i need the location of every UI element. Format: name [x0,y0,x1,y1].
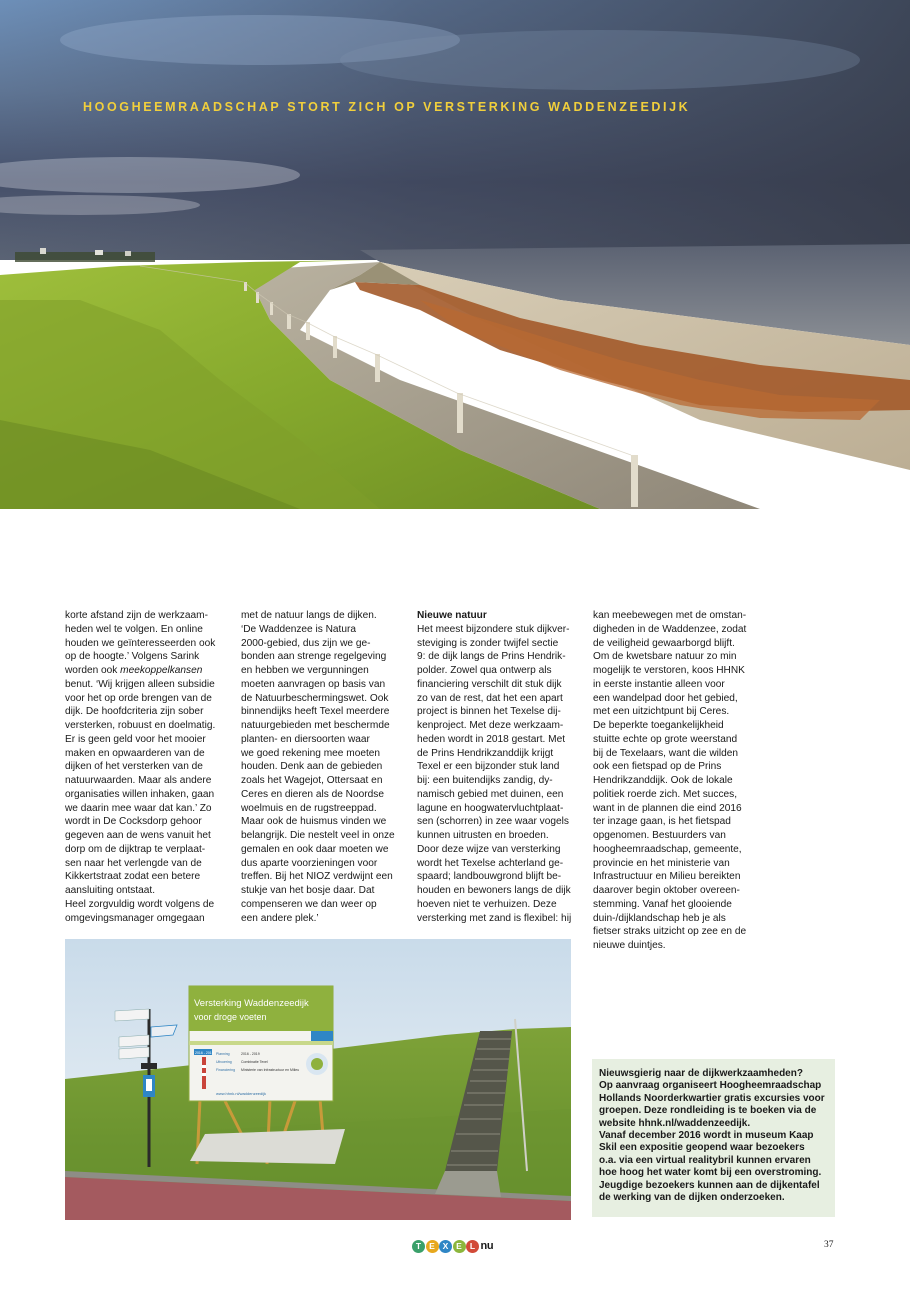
col4-line: hoogheemraadschap, gemeente, [593,843,742,855]
logo-letter: L [466,1240,479,1253]
col1-line: dorp om de dijktrap te verplaat- [65,843,206,855]
col4-line: ter inzage gaan, is het fietspad [593,816,731,828]
page-number: 37 [824,1240,834,1250]
col4-line: Infrastructuur en Milieu bereikten [593,871,741,883]
sign-url: www.hhnk.nl/waddenzeedijk [216,1091,267,1096]
col2-line: zoals het Wagejot, Ottersaat en [241,775,383,786]
col4-line: De beperkte toegankelijkheid [593,720,724,731]
col1-line: voor het op orde brengen van de [65,692,212,704]
col4-line: fietser straks uitzicht op zee en de [593,926,747,938]
info-box-line: groepen. Deze rondleiding is te boeken via de [599,1105,817,1117]
col1-line: Heel zorgvuldig wordt volgens de [65,898,215,910]
text-column-3 [417,609,597,925]
col2-line: met de natuur langs de dijken. [241,610,377,621]
col2-line: houden. Denk aan de gebieden [241,761,383,773]
col1-line: Er is geen geld voor het mooier [65,733,206,745]
col3-line: project is binnen het Texelse dij- [417,706,561,718]
col2-line: een andere plek.’ [241,912,319,924]
col1-line: omgevingsmanager omgegaan [65,912,205,924]
col4-line: politiek roerde zich. Met succes, [593,788,738,800]
col1-line: we daarin mee waar dat kan.’ Zo [65,802,212,814]
col2-line: 2000-gebied, dus zijn we ge- [241,637,371,649]
col1-line: benut. ‘Wij krijgen alleen subsidie [65,678,215,690]
col2-line: belangrijk. Die nestelt veel in onze [241,830,395,841]
sign-title-line1: Versterking Waddenzeedijk [194,998,309,1009]
col4-line: digheden in de Waddenzee, zodat [593,623,747,635]
info-box-line: Nieuwsgierig naar de dijkwerkzaamheden? [599,1068,803,1079]
col2-line: woelmuis en de rugstreeppad. [241,802,377,814]
info-box-line: de werking van de dijken onderzoeken. [599,1192,785,1204]
col4-line: kan meebewegen met de omstan- [593,610,747,621]
col1-line: dijken of het versterken van de [65,761,203,773]
col3-line: sen (schorren) in zee waar vogels [417,816,569,828]
col3-line: bij: een buitendijks zandig, dy- [417,775,553,786]
col4-line: stuitte echte op grote weerstand [593,733,738,745]
col4-line: de veiligheid gewaarborgd blijft. [593,637,735,649]
text-column-4 [593,609,773,953]
col3-line: lagune en hoogwatervluchtplaat- [417,802,564,814]
col1-line: houden we geïnteresseerden ook [65,637,216,649]
col3-line: kunnen uitrusten en broeden. [417,830,549,841]
text-run: worden ook [65,665,121,676]
text-column-1 [65,609,245,925]
col1-line: dijk. De hoofdcriteria zijn sober [65,706,204,718]
sign-badge: 2016 - 2019 [195,1051,214,1055]
col3-line: hoeven niet te verhuizen. Deze [417,898,557,910]
col3-line: zo van de rest, dat het een apart [417,692,563,704]
col2-line: gemalen en ook daar moeten we [241,843,389,855]
col3-line: Texel er een bijzonder stuk land [417,761,560,773]
col4-line: een wandelpad door het gebied, [593,692,738,704]
col2-line: de Natuurbeschermingswet. Ook [241,692,389,704]
info-box-line: o.a. via een virtual realitybril kunnen ervaren [599,1154,811,1166]
logo-letter: X [439,1240,452,1253]
col2-line: en hebben we vergunningen [241,665,369,676]
col4-line: met een uitzichtpunt bij Ceres. [593,706,730,718]
col2-line: compenseren we dan weer op [241,898,377,910]
col2-line: we goed rekening mee moeten [241,747,381,759]
col3-line: versterking met zand is flexibel: hij [417,912,572,924]
col3-line: houden en bewoners langs de dijk [417,885,571,896]
logo-suffix: nu [480,1240,494,1252]
info-box-line: hoe hoog het water komt bij een overstroming. [599,1167,822,1179]
info-box-line: website hhnk.nl/waddenzeedijk. [599,1117,751,1129]
hero-photo [0,0,910,509]
dike-sign-illustration [65,939,571,1220]
dike-sign-photo [65,939,571,1220]
col4-line: duin-/dijklandschap heb je als [593,912,726,924]
col1-line: heden wel te volgen. En online [65,623,203,635]
sign-title-line2: voor droge voeten [194,1012,267,1022]
col3-line: Door deze wijze van versterking [417,843,561,855]
col4-line: daarover begin oktober overeen- [593,885,740,896]
col3-line: de Prins Hendrikzanddijk krijgt [417,747,554,759]
col4-line: want in de plannen die eind 2016 [593,802,742,814]
col2-line: natuurgebieden met beschermde [241,720,390,731]
info-box-line: Jeugdige bezoekers kunnen aan de dijkentafel [599,1179,820,1191]
col3-line: namisch gebied met duinen, een [417,788,564,800]
col1-line [65,664,245,678]
info-box [592,1059,835,1217]
col2-line: moeten aanvragen op basis van [241,678,386,690]
col3-line: financiering verschilt dit stuk dijk [417,678,562,690]
col3-line: spaard; landbouwgrond blijft be- [417,871,562,883]
section-heading: Nieuwe natuur [417,610,487,621]
col3-line: heden wordt in 2018 gestart. Met [417,733,566,745]
col4-line: ook een fietspad op de Prins [593,761,722,773]
sign-row-value-2: Ministerie van Infrastructuur en Milieu [241,1068,300,1072]
col2-line: Ceres en dieren als de Noordse [241,788,384,800]
col4-line: Om de kwetsbare natuur zo min [593,651,737,663]
col4-line: provincie en het ministerie van [593,857,730,869]
logo-letter: T [412,1240,425,1253]
col1-line: organisaties willen inhaken, gaan [65,788,215,800]
col2-line: Maar ook de huismus vinden we [241,816,387,828]
texelnu-logo [412,1238,493,1254]
col1-line: wordt in De Cocksdorp gehoor [65,816,202,828]
col3-line: 9: de dijk langs de Prins Hendrik- [417,651,566,663]
logo-letter: E [426,1240,439,1253]
col2-line: bonden aan strenge regelgeving [241,651,387,663]
col4-line: nieuwe duintjes. [593,940,666,951]
logo-letter: E [453,1240,466,1253]
col3-line: wordt het Texelse achterland ge- [417,857,564,869]
col1-line: sen naar het verlengde van de [65,857,202,869]
info-box-line: Vanaf december 2016 wordt in museum Kaap [599,1130,814,1142]
info-box-line: Op aanvraag organiseert Hoogheemraadschap [599,1080,822,1092]
col2-line: treffen. Bij het NIOZ verdwijnt een [241,871,393,883]
sign-row-value-0: 2016 - 2019 [241,1052,260,1056]
sign-row-label-2: Financiering [216,1068,236,1072]
col1-line: gegeven aan de wens vanuit het [65,830,211,841]
col2-line: ‘De Waddenzee is Natura [241,623,356,635]
col2-line: dus aparte voorzieningen voor [241,857,378,869]
col3-line: kenproject. Met deze werkzaam- [417,720,564,731]
col4-line: stemming. Vanaf het glooiende [593,898,732,910]
col2-line: stukje van het bosje daar. Dat [241,885,375,896]
col4-line: bij de Texelaars, want die wilden [593,747,739,759]
col3-line: steviging is zonder twijfel sectie [417,637,559,649]
text-column-2 [241,609,421,925]
italic-term: meekoppelkansen [120,665,203,676]
col3-line: Het meest bijzondere stuk dijkver- [417,623,570,635]
col1-line: aansluiting ontstaat. [65,885,156,896]
col4-line: in eerste instantie alleen voor [593,678,725,690]
col4-line: mogelijk te verstoren, koos HHNK [593,665,745,676]
col2-line: binnendijks heeft Texel meerdere [241,706,390,718]
col4-line: opgenomen. Bestuurders van [593,830,726,841]
sign-row-label-1: Uitvoering [216,1060,232,1064]
col2-line: planten- en diersoorten waar [241,733,370,745]
col4-line: Hendrikzanddijk. Ook de lokale [593,775,733,786]
col1-line: versterken, robuust en doelmatig. [65,720,216,731]
info-box-line: Hollands Noorderkwartier gratis excursies voor [599,1092,825,1104]
col3-line: polder. Zowel qua ontwerp als [417,665,552,676]
sign-row-value-1: Combinatie Texel [241,1060,268,1064]
col1-line: maken en opwaarderen van de [65,747,205,759]
col1-line: op de hoogte.’ Volgens Sarink [65,651,200,663]
col1-line: korte afstand zijn de werkzaam- [65,610,208,621]
sign-row-label-0: Planning [216,1052,230,1056]
col1-line: Kikkertstraat zodat een betere [65,871,201,883]
dike-landscape-illustration [0,0,910,509]
col1-line: natuurwaarden. Maar als andere [65,775,212,786]
article-headline: HOOGHEEMRAADSCHAP STORT ZICH OP VERSTERKING WADDENZEEDIJK [83,100,691,114]
info-box-line: Skil een expositie geopend waar bezoekers [599,1142,805,1154]
